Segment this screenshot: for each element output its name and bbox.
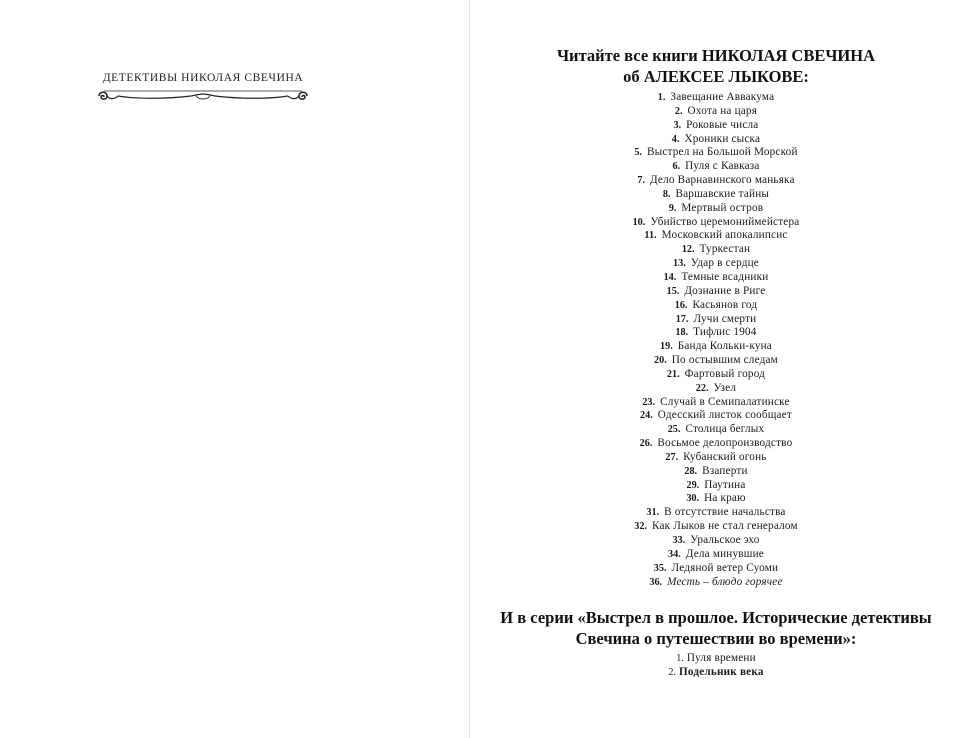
book-number: 31. bbox=[646, 507, 660, 519]
book-list-item bbox=[470, 354, 962, 368]
book-number: 22. bbox=[695, 382, 709, 394]
book-list-item bbox=[470, 492, 962, 506]
book-title: Взаперти bbox=[702, 464, 748, 477]
book-list-item bbox=[470, 652, 962, 666]
book-number: 34. bbox=[668, 548, 681, 560]
book-list-item bbox=[470, 299, 962, 313]
book-number: 18. bbox=[675, 327, 689, 339]
book-number: 6. bbox=[672, 161, 681, 173]
second-series-title-line: И в серии «Выстрел в прошлое. Исторические детективы bbox=[500, 608, 932, 627]
book-number: 11. bbox=[644, 230, 657, 242]
book-number: 29. bbox=[686, 479, 700, 491]
book-number: 3. bbox=[673, 119, 682, 131]
second-series-title-line: Свечина о путешествии во времени»: bbox=[575, 629, 857, 648]
book-title: Тифлис 1904 bbox=[693, 326, 757, 339]
book-number: 36. bbox=[649, 576, 663, 588]
book-list-item bbox=[470, 133, 962, 147]
book-list-item bbox=[470, 562, 962, 576]
book-list-item bbox=[470, 313, 962, 327]
book-number: 13. bbox=[673, 258, 686, 270]
book-list-item bbox=[470, 174, 962, 188]
book-number: 5. bbox=[634, 147, 642, 159]
book-title: Уральское эхо bbox=[690, 534, 760, 546]
book-number: 4. bbox=[671, 133, 680, 145]
book-title: Узел bbox=[713, 381, 737, 394]
book-title: Кубанский огонь bbox=[683, 450, 767, 463]
book-title: Касьянов год bbox=[692, 298, 758, 311]
book-title: Туркестан bbox=[699, 243, 751, 256]
book-list-item bbox=[470, 451, 962, 465]
book-title: Пуля времени bbox=[686, 652, 756, 664]
book-title: Завещание Аввакума bbox=[670, 91, 775, 103]
series-header bbox=[96, 70, 310, 104]
book-title: Столица беглых bbox=[685, 423, 765, 436]
book-list-item bbox=[470, 285, 962, 299]
book-list-item bbox=[470, 326, 962, 340]
book-title: Фартовый город bbox=[684, 367, 766, 380]
book-list-item bbox=[470, 146, 962, 160]
book-title: Темные всадники bbox=[681, 270, 769, 283]
book-number: 14. bbox=[663, 271, 677, 283]
book-list-item bbox=[470, 534, 962, 548]
book-number: 1. bbox=[657, 92, 666, 103]
book-list-item bbox=[470, 188, 962, 202]
book-list-item bbox=[470, 479, 962, 493]
book-title: На краю bbox=[704, 492, 746, 505]
right-page bbox=[470, 0, 962, 738]
book-list-item bbox=[470, 202, 962, 216]
book-title: Ледяной ветер Суоми bbox=[671, 561, 779, 574]
book-title: Банда Кольки-куна bbox=[677, 340, 772, 353]
book-list-item bbox=[470, 119, 962, 133]
book-number: 15. bbox=[666, 285, 680, 297]
book-list-item bbox=[470, 465, 962, 479]
book-number: 32. bbox=[634, 521, 647, 533]
book-number: 9. bbox=[668, 202, 677, 214]
series-label: ДЕТЕКТИВЫ НИКОЛАЯ СВЕЧИНА bbox=[102, 72, 304, 84]
book-title: Выстрел на Большой Морской bbox=[646, 146, 798, 159]
main-title-line: Читайте все книги НИКОЛАЯ СВЕЧИНА bbox=[556, 46, 876, 65]
book-title: Восьмое делопроизводство bbox=[657, 437, 793, 450]
book-list-item bbox=[470, 160, 962, 174]
book-number: 25. bbox=[667, 424, 681, 436]
book-list-item bbox=[470, 105, 962, 119]
book-number: 20. bbox=[654, 355, 667, 367]
book-list-item bbox=[470, 548, 962, 562]
book-title: Мертвый остров bbox=[681, 201, 764, 214]
book-number: 16. bbox=[674, 299, 688, 311]
book-list-item bbox=[470, 382, 962, 396]
book-title: Одесский листок сообщает bbox=[657, 409, 792, 422]
book-number: 1. bbox=[676, 653, 684, 664]
book-number: 7. bbox=[637, 175, 645, 187]
book-number: 2. bbox=[674, 105, 683, 117]
book-list-item bbox=[470, 340, 962, 354]
book-title: Дело Варнавинского маньяка bbox=[649, 174, 795, 187]
ornament-divider-icon bbox=[96, 88, 310, 104]
book-number: 24. bbox=[640, 410, 653, 422]
book-number: 10. bbox=[632, 216, 646, 228]
book-number: 23. bbox=[642, 396, 656, 408]
book-title: В отсутствие начальства bbox=[664, 506, 786, 519]
book-title: Дела минувшие bbox=[685, 547, 764, 560]
book-number: 30. bbox=[686, 493, 700, 505]
second-series-title bbox=[470, 607, 962, 649]
book-list-item bbox=[470, 666, 962, 680]
book-number: 21. bbox=[666, 368, 680, 380]
book-number: 2. bbox=[668, 666, 677, 678]
book-title: По остывшим следам bbox=[671, 354, 778, 367]
main-title-line: об АЛЕКСЕЕ ЛЫКОВЕ: bbox=[623, 67, 809, 86]
book-number: 28. bbox=[684, 465, 698, 477]
book-title: Месть – блюдо горячее bbox=[667, 575, 783, 588]
book-title: Как Лыков не стал генералом bbox=[651, 520, 798, 533]
second-book-list bbox=[470, 652, 962, 680]
book-number: 27. bbox=[665, 451, 679, 463]
book-title: Дознание в Риге bbox=[684, 284, 766, 297]
book-title: Случай в Семипалатинске bbox=[660, 395, 790, 408]
book-list-item bbox=[470, 423, 962, 437]
book-number: 17. bbox=[675, 313, 689, 325]
main-title bbox=[470, 45, 962, 87]
book-number: 35. bbox=[653, 562, 667, 574]
book-number: 19. bbox=[660, 341, 673, 353]
book-list-item bbox=[470, 91, 962, 105]
book-number: 26. bbox=[639, 438, 653, 450]
book-title: Паутина bbox=[704, 478, 746, 491]
book-list-item bbox=[470, 271, 962, 285]
book-list-item bbox=[470, 368, 962, 382]
book-title: Пуля с Кавказа bbox=[685, 160, 760, 173]
book-number: 8. bbox=[662, 188, 671, 200]
book-list-item bbox=[470, 506, 962, 520]
book-list-item bbox=[470, 243, 962, 257]
book-list bbox=[470, 91, 962, 589]
book-title: Роковые числа bbox=[686, 118, 759, 131]
book-list-item bbox=[470, 216, 962, 230]
book-list-item bbox=[470, 396, 962, 410]
left-page bbox=[0, 0, 469, 738]
book-list-item bbox=[470, 437, 962, 451]
book-title: Лучи смерти bbox=[693, 312, 757, 325]
book-title: Московский апокалипсис bbox=[661, 229, 788, 242]
book-title: Варшавские тайны bbox=[675, 187, 770, 200]
book-list-item bbox=[470, 257, 962, 271]
book-number: 33. bbox=[672, 535, 686, 546]
book-list-item bbox=[470, 409, 962, 423]
book-list-item bbox=[470, 576, 962, 590]
book-title: Охота на царя bbox=[687, 104, 758, 117]
book-title: Убийство церемониймейстера bbox=[650, 215, 800, 228]
book-list-item bbox=[470, 229, 962, 243]
book-list-item bbox=[470, 520, 962, 534]
book-title: Удар в сердце bbox=[690, 257, 759, 270]
book-number: 12. bbox=[681, 244, 695, 256]
book-title: Подельник века bbox=[679, 665, 764, 678]
book-title: Хроники сыска bbox=[684, 132, 761, 145]
